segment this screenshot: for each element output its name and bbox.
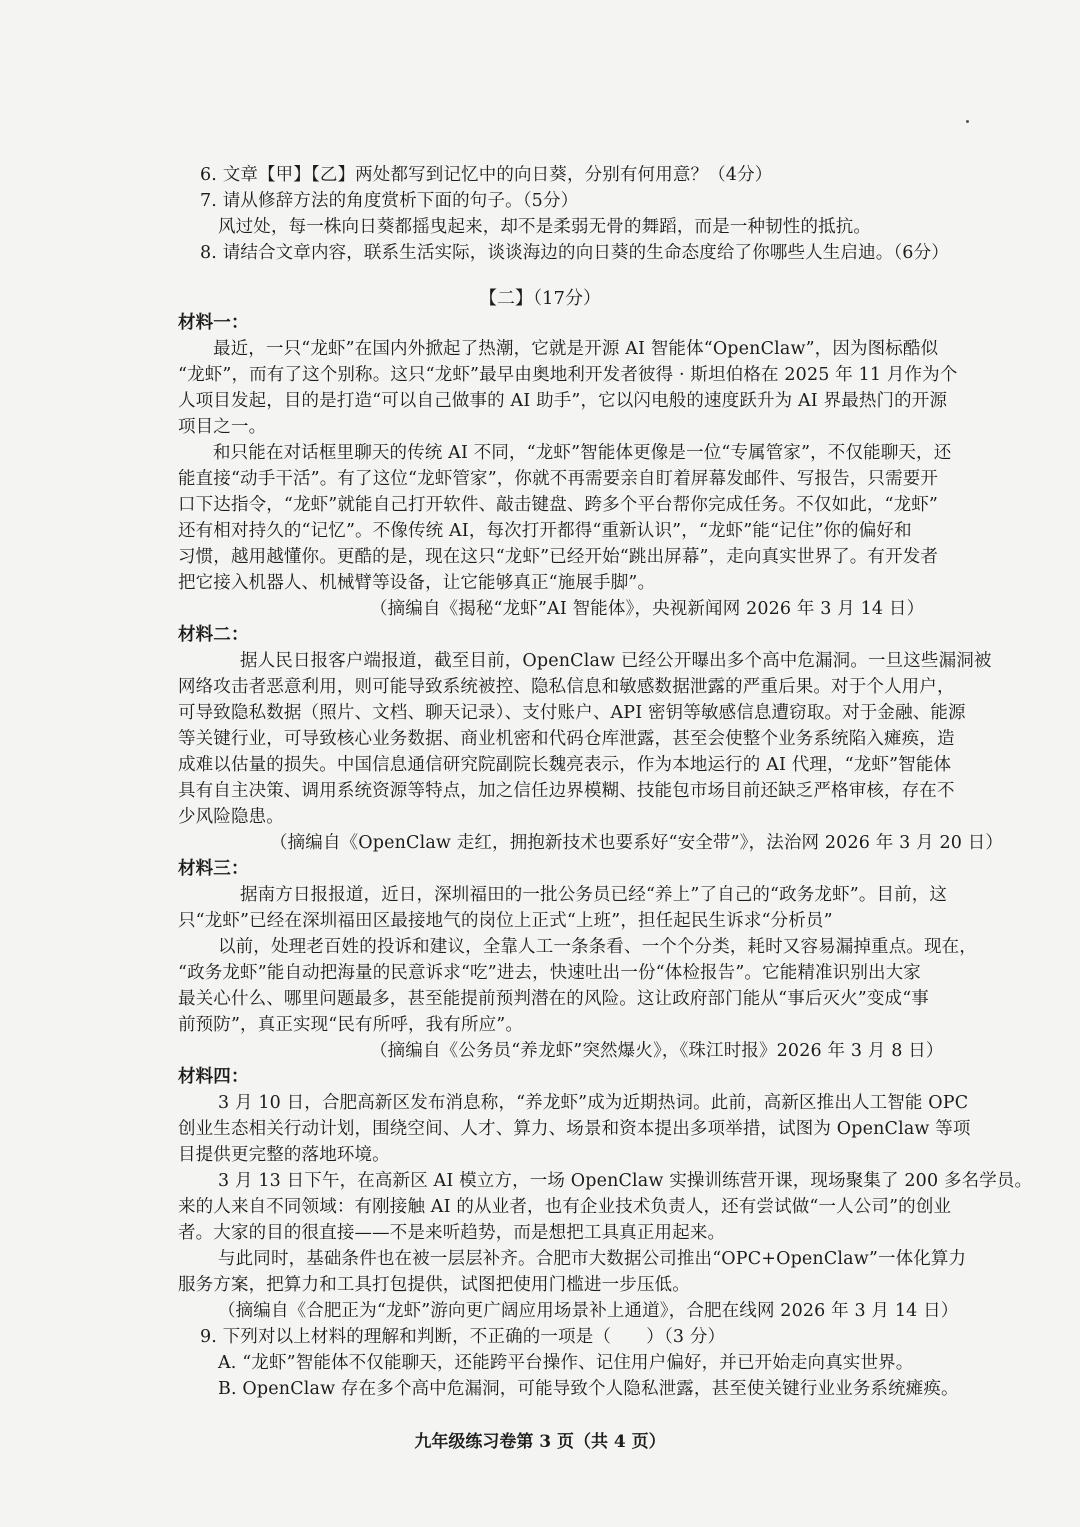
material-2-line: 成难以估量的损失。中国信息通信研究院副院长魏亮表示，作为本地运行的 AI 代理，“龙虾”智能体 <box>178 755 952 775</box>
scan-speck <box>966 120 969 123</box>
material-3-line: “政务龙虾”能自动把海量的民意诉求“吃”进去，快速吐出一份“体检报告”。它能精准识别出大家 <box>178 963 921 983</box>
material-2-line: 网络攻击者恶意利用，则可能导致系统被控、隐私信息和敏感数据泄露的严重后果。对于个人用户， <box>178 677 955 697</box>
section-title: 【二】（17分） <box>479 288 601 309</box>
material-4-line: 与此同时，基础条件也在被一层层补齐。合肥市大数据公司推出“OPC+OpenClaw”一体化算力 <box>218 1249 967 1269</box>
material-1-line: 人项目发起，目的是打造“可以自己做事的 AI 助手”，它以闪电般的速度跃升为 AI 界最热门的开源 <box>178 391 948 411</box>
material-1-line: 还有相对持久的“记忆”。不像传统 AI，每次打开都得“重新认识”，“龙虾”能“记住”你的偏好和 <box>178 521 912 541</box>
material-1-line: 口下达指令，“龙虾”就能自己打开软件、敲击键盘、跨多个平台帮你完成任务。不仅如此，“龙虾” <box>178 495 939 515</box>
question-9-stem: 9. 下列对以上材料的理解和判断，不正确的一项是（ ）（3 分） <box>200 1327 726 1347</box>
material-4-line: 来的人来自不同领域：有刚接触 AI 的从业者，也有企业技术负责人，还有尝试做“一人公司”的创业 <box>178 1197 952 1217</box>
material-3-line: 最关心什么、哪里问题最多，甚至能提前预判潜在的风险。这让政府部门能从“事后灭火”变成“事 <box>178 989 929 1009</box>
question-7-quote: 风过处，每一株向日葵都摇曳起来，却不是柔弱无骨的舞蹈，而是一种韧性的抵抗。 <box>218 217 872 237</box>
material-4-line: 服务方案，把算力和工具打包提供，试图把使用门槛进一步压低。 <box>178 1275 690 1295</box>
material-2-line: 少风险隐患。 <box>178 807 284 827</box>
material-3-label: 材料三： <box>178 859 249 879</box>
material-1-line: 和只能在对话框里聊天的传统 AI 不同，“龙虾”智能体更像是一位“专属管家”，不仅能聊天，还 <box>213 443 952 463</box>
question-8: 8. 请结合文章内容，联系生活实际，谈谈海边的向日葵的生命态度给了你哪些人生启迪。（6分） <box>200 243 949 263</box>
material-2-line: 可导致隐私数据（照片、文档、聊天记录）、支付账户、API 密钥等敏感信息遭窃取。对于金融、能源 <box>178 703 966 723</box>
material-1-line: “龙虾”，而有了这个别称。这只“龙虾”最早由奥地利开发者彼得 · 斯坦伯格在 2025 年 11 月作为个 <box>178 365 958 385</box>
material-1-line: 最近，一只“龙虾”在国内外掀起了热潮，它就是开源 AI 智能体“OpenClaw”，因为图标酷似 <box>213 339 939 359</box>
material-4-line: 3 月 13 日下午，在高新区 AI 模立方，一场 OpenClaw 实操训练营开课，现场聚集了 200 多名学员。 <box>218 1171 1033 1191</box>
material-4-source: （摘编自《合肥正为“龙虾”游向更广阔应用场景补上通道》，合肥在线网 2026 年 3 月 14 日） <box>218 1301 959 1321</box>
material-4-line: 创业生态相关行动计划，围绕空间、人才、算力、场景和资本提出多项举措，试图为 OpenClaw 等项 <box>178 1119 971 1139</box>
material-1-line: 把它接入机器人、机械臂等设备，让它能够真正“施展手脚”。 <box>178 573 656 593</box>
material-1-line: 项目之一。 <box>178 417 267 437</box>
material-3-source: （摘编自《公务员“养龙虾”突然爆火》，《珠江时报》2026 年 3 月 8 日） <box>370 1041 944 1061</box>
material-2-line: 据人民日报客户端报道，截至目前，OpenClaw 已经公开曝出多个高中危漏洞。一旦这些漏洞被 <box>240 651 992 671</box>
material-1-line: 能直接“动手干活”。有了这位“龙虾管家”，你就不再需要亲自盯着屏幕发邮件、写报告，只需要开 <box>178 469 939 489</box>
material-4-label: 材料四： <box>178 1067 249 1087</box>
question-7: 7. 请从修辞方法的角度赏析下面的句子。（5分） <box>200 191 579 211</box>
material-1-label: 材料一： <box>178 313 249 333</box>
material-1-source: （摘编自《揭秘“龙虾”AI 智能体》，央视新闻网 2026 年 3 月 14 日） <box>370 599 925 619</box>
question-6: 6. 文章【甲】【乙】两处都写到记忆中的向日葵，分别有何用意？（4分） <box>200 165 773 185</box>
material-1-line: 习惯，越用越懂你。更酷的是，现在这只“龙虾”已经开始“跳出屏幕”，走向真实世界了。有开发者 <box>178 547 939 567</box>
material-2-line: 等关键行业，可导致核心业务数据、商业机密和代码仓库泄露，甚至会使整个业务系统陷入瘫痪，造 <box>178 729 955 749</box>
material-2-source: （摘编自《OpenClaw 走红，拥抱新技术也要系好“安全带”》，法治网 2026 年 3 月 20 日） <box>270 833 1004 853</box>
material-3-line: 前预防”，真正实现“民有所呼，我有所应”。 <box>178 1015 523 1035</box>
material-3-line: 以前，处理老百姓的投诉和建议，全靠人工一条条看、一个个分类，耗时又容易漏掉重点。现在， <box>218 937 977 957</box>
material-4-line: 目提供更完整的落地环境。 <box>178 1145 390 1165</box>
material-3-line: 只“龙虾”已经在深圳福田区最接地气的岗位上正式“上班”，担任起民生诉求“分析员” <box>178 911 833 931</box>
material-4-line: 3 月 10 日，合肥高新区发布消息称，“养龙虾”成为近期热词。此前，高新区推出人工智能 OPC <box>218 1093 969 1113</box>
question-9-option-a: A. “龙虾”智能体不仅能聊天，还能跨平台操作、记住用户偏好，并已开始走向真实世界。 <box>218 1353 914 1373</box>
page-footer: 九年级练习卷第 3 页（共 4 页） <box>414 1432 666 1452</box>
material-4-line: 者。大家的目的很直接——不是来听趋势，而是想把工具真正用起来。 <box>178 1223 726 1243</box>
material-2-label: 材料二： <box>178 625 249 645</box>
material-2-line: 具有自主决策、调用系统资源等特点，加之信任边界模糊、技能包市场目前还缺乏严格审核，存在不 <box>178 781 955 801</box>
question-9-option-b: B. OpenClaw 存在多个高中危漏洞，可能导致个人隐私泄露，甚至使关键行业业务系统瘫痪。 <box>218 1379 959 1399</box>
material-3-line: 据南方日报报道，近日，深圳福田的一批公务员已经“养上”了自己的“政务龙虾”。目前，这 <box>240 885 948 905</box>
